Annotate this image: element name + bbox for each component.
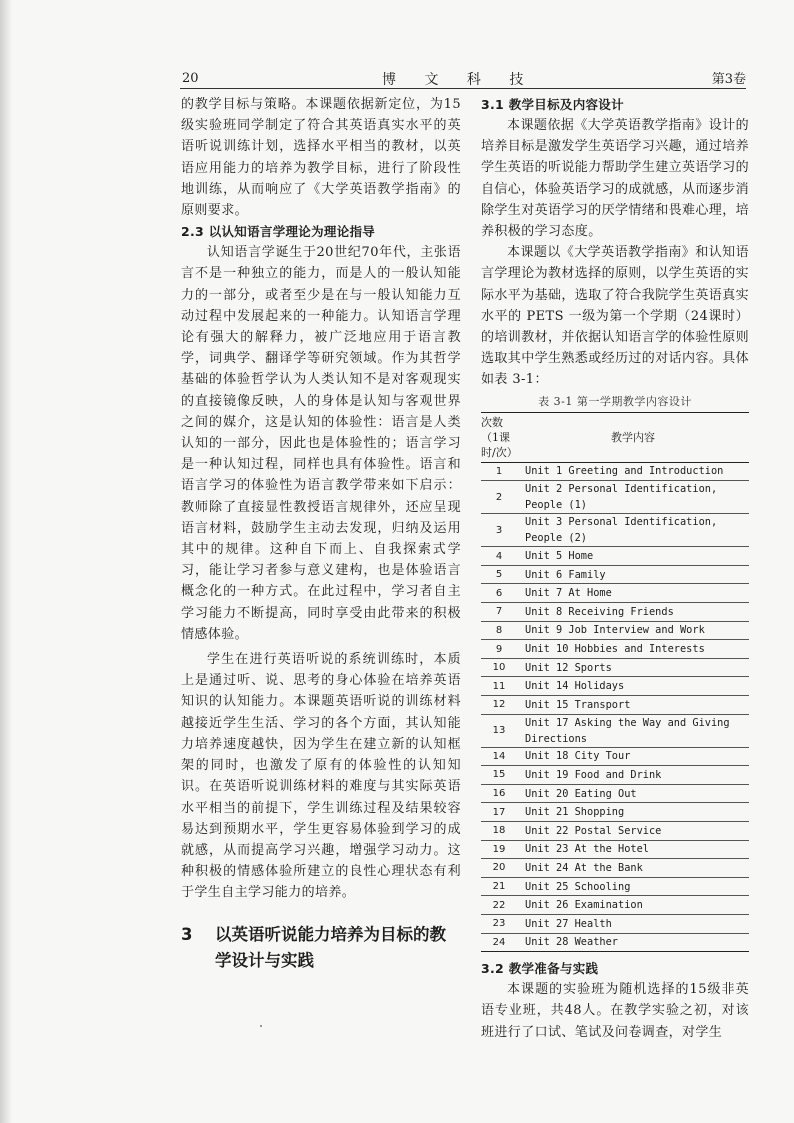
table-cell-content: Unit 14 Holidays xyxy=(517,677,749,696)
section-heading-3 xyxy=(181,922,461,974)
table-row xyxy=(481,933,749,952)
table-cell-content: Unit 1 Greeting and Introduction xyxy=(517,462,749,481)
table-cell-content: Unit 27 Health xyxy=(517,914,749,933)
table-cell-content: Unit 7 At Home xyxy=(517,584,749,603)
table-cell-content: Unit 26 Examination xyxy=(517,896,749,915)
table-row xyxy=(481,584,749,603)
table-cell-content: Unit 5 Home xyxy=(517,547,749,566)
table-row xyxy=(481,803,749,822)
table-cell-count: 4 xyxy=(481,547,517,566)
table-cell-content: Unit 6 Family xyxy=(517,565,749,584)
table-row xyxy=(481,547,749,566)
paragraph-3-1-a: 本课题依据《大学英语教学指南》设计的培养目标是激发学生英语学习兴趣，通过培养学生英语的听说能力帮助学生建立英语学习的自信心，体验英语学习的成就感，从而逐步消除学生对英语学习的厌学情绪和畏难心理，培养积极的学习态度。 xyxy=(481,118,750,240)
table-cell-content: Unit 2 Personal Identification, People (1) xyxy=(517,481,749,514)
page-number: 20 xyxy=(182,71,199,86)
table-row xyxy=(481,914,749,933)
table-cell-count: 24 xyxy=(481,933,517,952)
table-cell-content: Unit 24 At the Bank xyxy=(517,859,749,878)
table-cell-content: Unit 12 Sports xyxy=(517,658,749,677)
table-cell-count: 8 xyxy=(481,621,517,640)
table-caption: 表 3-1 第一学期教学内容设计 xyxy=(538,394,692,408)
table-cell-content: Unit 20 Eating Out xyxy=(517,784,749,803)
table-cell-content: Unit 10 Hobbies and Interests xyxy=(517,640,749,659)
table-cell-count: 19 xyxy=(481,840,517,859)
table-row xyxy=(481,603,749,622)
right-column xyxy=(481,94,749,1043)
table-row xyxy=(481,896,749,915)
table-row xyxy=(481,677,749,696)
section-heading-2-3: 2.3 以认知语言学理论为理论指导 xyxy=(181,224,376,240)
table-row xyxy=(481,695,749,714)
table-cell-count: 18 xyxy=(481,821,517,840)
table-cell-content: Unit 19 Food and Drink xyxy=(517,766,749,785)
paragraph-2-3-a: 认知语言学诞生于20世纪70年代，主张语言不是一种独立的能力，而是人的一般认知能力的一部分，或者至少是在与一般认知能力互动过程中发展起来的一种能力。认知语言学理论有强大的解释力，被广泛地应用于语言教学，词典学、翻译学等研究领域。作为其哲学基础的体验哲学认为人类认知不是对客观现实的直接镜像反映，人的身体是认知与客观世界之间的媒介，这是认知的体验性：语言是人类认知的一部分，因此也是体验性的；语言学习是一种认知过程，同样也具有体验性。语言和语言学习的体验性为语言教学带来如下启示：教师除了直接显性教授语言规律外，还应呈现语言材料，鼓励学生主动去发现，归纳及运用其中的规律。这种自下而上、自我探索式学习，能让学习者参与意义建构，也是体验语言概念化的一种方式。在此过程中，学习者自主学习能力不断提高，同时享受由此带来的积极情感体验。 xyxy=(181,245,461,642)
scan-speck xyxy=(260,1025,262,1027)
table-cell-count: 7 xyxy=(481,603,517,622)
table-row xyxy=(481,747,749,766)
table-cell-content: Unit 21 Shopping xyxy=(517,803,749,822)
table-cell-count: 23 xyxy=(481,914,517,933)
table-row xyxy=(481,640,749,659)
paragraph-3-1-b: 本课题以《大学英语教学指南》和认知语言学理论为教材选择的原则，以学生英语的实际水平为基础，选取了符合我院学生英语真实水平的 PETS 一级为第一个学期（24课时）的培训教材，并依据认知语言学的体验性原则选取其中学生熟悉或经历过的对话内容。具体如表 3-1： xyxy=(481,245,750,388)
table-row xyxy=(481,565,749,584)
journal-title: 博 文 科 技 xyxy=(382,72,536,88)
table-header-content: 教学内容 xyxy=(517,412,749,462)
paragraph-continued: 的教学目标与策略。本课题依据新定位，为15级实验班同学制定了符合其英语真实水平的英语听说训练计划，选择水平相当的教材，以英语应用能力的培养为教学目标，进行了阶段性地训练，从而响应了《大学英语教学指南》的原则要求。 xyxy=(181,97,461,219)
table-row xyxy=(481,877,749,896)
table-cell-count: 20 xyxy=(481,859,517,878)
table-cell-count: 5 xyxy=(481,565,517,584)
table-cell-content: Unit 3 Personal Identification, People (2) xyxy=(517,514,749,547)
table-cell-count: 2 xyxy=(481,481,517,514)
table-row xyxy=(481,821,749,840)
table-row xyxy=(481,766,749,785)
table-cell-content: Unit 15 Transport xyxy=(517,695,749,714)
table-row xyxy=(481,481,749,514)
table-cell-content: Unit 8 Receiving Friends xyxy=(517,603,749,622)
paragraph-2-3-b: 学生在进行英语听说的系统训练时，本质上是通过听、说、思考的身心体验在培养英语知识的认知能力。本课题英语听说的训练材料越接近学生生活、学习的各个方面，其认知能力培养速度越快，因为学生在建立新的认知框架的同时，也激发了原有的体验性的认知知识。在英语听说训练材料的难度与其实际英语水平相当的前提下，学生训练过程及结果较容易达到预期水平，学生更容易体验到学习的成就感，从而提高学习兴趣，增强学习动力。这种积极的情感体验所建立的良性心理状态有利于学生自主学习能力的培养。 xyxy=(181,652,461,901)
table-cell-count: 13 xyxy=(481,714,517,747)
header-rule xyxy=(180,88,746,89)
paragraph-3-2: 本课题的实验班为随机选择的15级非英语专业班，共48人。在教学实验之初，对该班进行了口试、笔试及问卷调查，对学生 xyxy=(481,982,749,1040)
section-heading-3-2: 3.2 教学准备与实践 xyxy=(481,961,599,977)
table-row xyxy=(481,621,749,640)
table-row xyxy=(481,658,749,677)
table-cell-count: 10 xyxy=(481,658,517,677)
table-cell-content: Unit 25 Schooling xyxy=(517,877,749,896)
table-cell-content: Unit 22 Postal Service xyxy=(517,821,749,840)
table-cell-count: 21 xyxy=(481,877,517,896)
table-cell-count: 16 xyxy=(481,784,517,803)
table-cell-count: 17 xyxy=(481,803,517,822)
section-heading-3-1: 3.1 教学目标及内容设计 xyxy=(481,97,624,112)
table-cell-count: 6 xyxy=(481,584,517,603)
table-row xyxy=(481,462,749,481)
table-header-count: 次数（1课时/次） xyxy=(481,412,517,462)
table-cell-count: 12 xyxy=(481,695,517,714)
table-row xyxy=(481,714,749,747)
table-row xyxy=(481,840,749,859)
section-3-title: 以英语听说能力培养为目标的教学设计与实践 xyxy=(215,924,446,970)
table-cell-content: Unit 9 Job Interview and Work xyxy=(517,621,749,640)
table-cell-count: 1 xyxy=(481,462,517,481)
table-row xyxy=(481,514,749,547)
scan-edge-shadow xyxy=(0,0,12,1123)
table-cell-content: Unit 18 City Tour xyxy=(517,747,749,766)
table-cell-count: 11 xyxy=(481,677,517,696)
lesson-table xyxy=(481,412,749,952)
table-row xyxy=(481,859,749,878)
table-cell-content: Unit 28 Weather xyxy=(517,933,749,952)
table-cell-count: 14 xyxy=(481,747,517,766)
table-cell-count: 9 xyxy=(481,640,517,659)
table-cell-count: 22 xyxy=(481,896,517,915)
table-cell-content: Unit 17 Asking the Way and Giving Directions xyxy=(517,714,749,747)
table-cell-count: 15 xyxy=(481,766,517,785)
volume-label: 第3卷 xyxy=(711,72,746,87)
section-3-number: 3 xyxy=(181,924,193,944)
table-cell-count: 3 xyxy=(481,514,517,547)
table-row xyxy=(481,784,749,803)
left-column xyxy=(181,94,461,974)
table-cell-content: Unit 23 At the Hotel xyxy=(517,840,749,859)
